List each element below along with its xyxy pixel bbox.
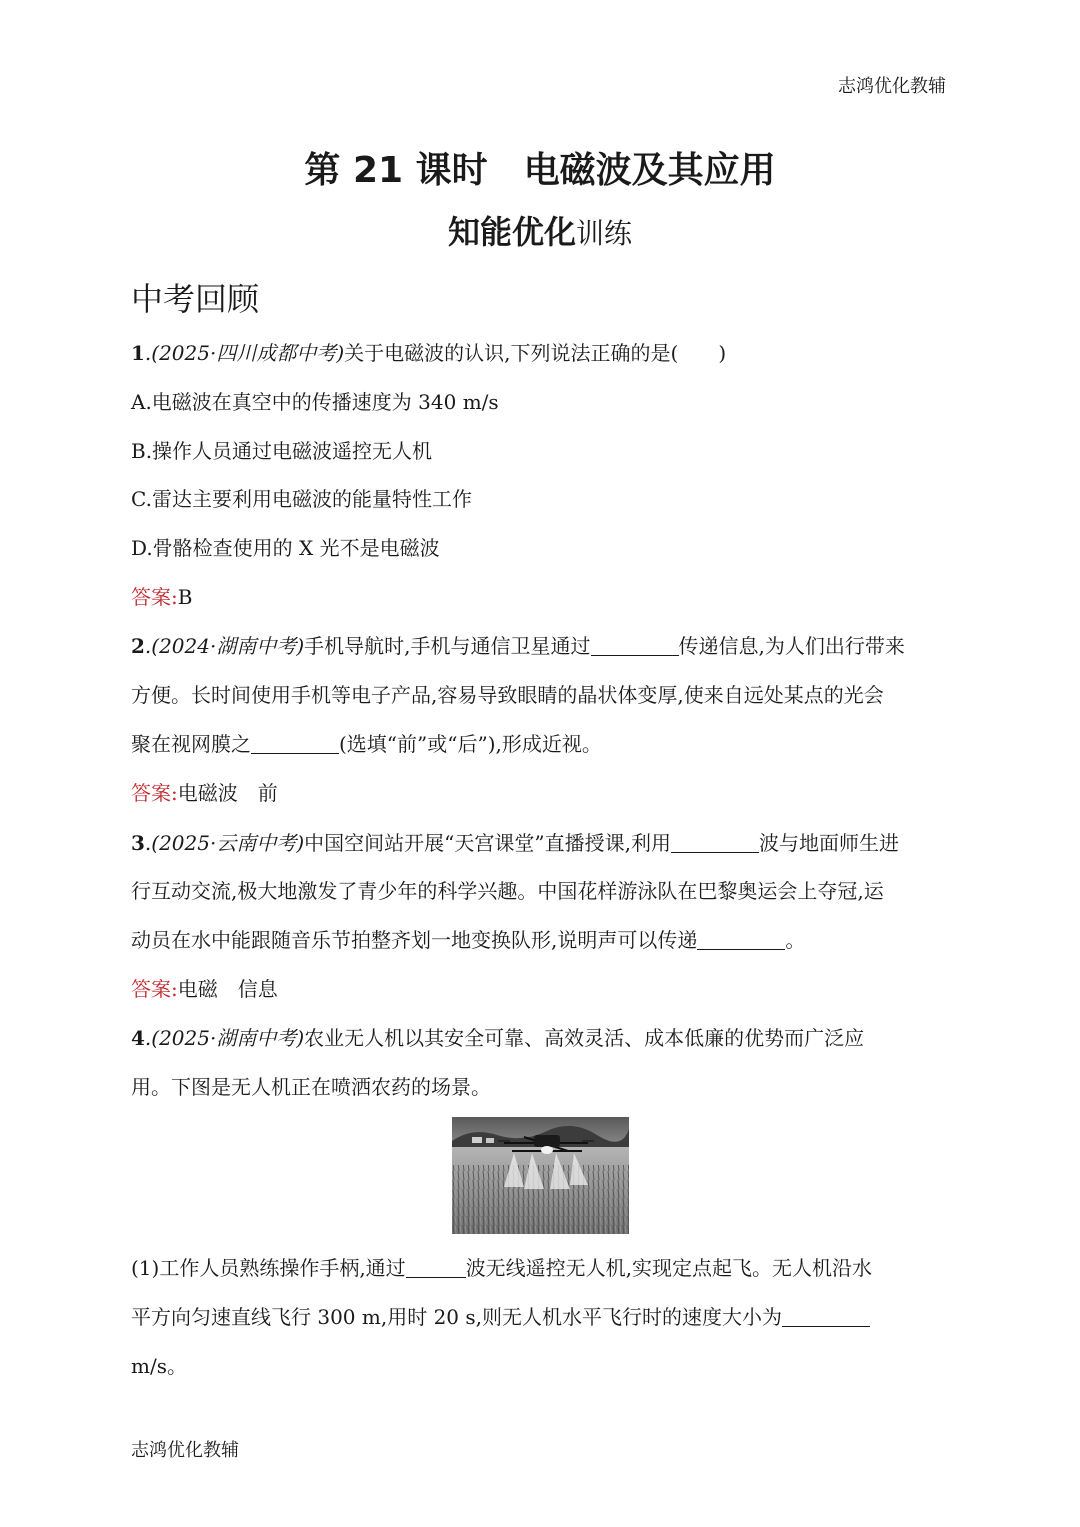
q3-number: 3 [131, 831, 145, 855]
header-brand: 志鸿优化教辅 [838, 76, 946, 97]
q3-blank-1[interactable] [671, 832, 759, 853]
q1-stem-text: 关于电磁波的认识,下列说法正确的是( [344, 341, 679, 365]
page-title [0, 142, 1080, 193]
q2-number: 2 [131, 634, 145, 658]
q2-answer-label: 答案: [131, 781, 178, 805]
q3-line-1 [131, 829, 899, 857]
q2-blank-1[interactable] [591, 635, 679, 656]
q4-sub1-text-1b: 波无线遥控无人机,实现定点起飞。无人机沿水 [465, 1256, 873, 1280]
q2-text-3b: (选填“前”或“后”),形成近视。 [339, 732, 602, 756]
q4-source: .(2025·湖南中考) [144, 1026, 305, 1050]
subtitle-main: 知能优化 [447, 213, 576, 251]
q4-sub1-text-1a: (1)工作人员熟练操作手柄,通过 [131, 1256, 406, 1280]
q2-line-2: 方便。长时间使用手机等电子产品,容易导致眼睛的晶状体变厚,使来自远处某点的光会 [131, 683, 884, 707]
q4-text-1: 农业无人机以其安全可靠、高效灵活、成本低廉的优势而广泛应 [304, 1026, 865, 1050]
q1-stem-end: ) [718, 341, 727, 365]
q3-line-3 [131, 926, 805, 954]
q3-answer-value: 电磁 信息 [177, 977, 278, 1001]
q2-source: .(2024·湖南中考) [144, 634, 305, 658]
q1-answer-label: 答案: [131, 585, 178, 609]
q1-option-c: C.雷达主要利用电磁波的能量特性工作 [131, 487, 472, 511]
q2-text-1b: 传递信息,为人们出行带来 [678, 634, 905, 658]
subtitle-small: 训练 [576, 217, 633, 250]
q4-line-2: 用。下图是无人机正在喷洒农药的场景。 [131, 1075, 491, 1099]
q3-text-1b: 波与地面师生进 [758, 831, 899, 855]
q2-text-1a: 手机导航时,手机与通信卫星通过 [304, 634, 591, 658]
lesson-number: 第 21 课时 [304, 150, 488, 191]
q4-sub1-line-1 [131, 1254, 872, 1282]
q2-text-3a: 聚在视网膜之 [131, 732, 251, 756]
q1-answer-value: B [177, 585, 193, 609]
q4-number: 4 [131, 1026, 145, 1050]
q1-option-b: B.操作人员通过电磁波遥控无人机 [131, 439, 433, 463]
drone-spraying-photo [452, 1117, 629, 1234]
page-subtitle [0, 207, 1080, 253]
lesson-topic: 电磁波及其应用 [523, 150, 776, 191]
q1-answer [131, 583, 192, 611]
q2-line-1 [131, 632, 905, 660]
q3-text-3a: 动员在水中能跟随音乐节拍整齐划一地变换队形,说明声可以传递 [131, 928, 698, 952]
q3-text-1a: 中国空间站开展“天宫课堂”直播授课,利用 [304, 831, 671, 855]
q2-line-3 [131, 730, 602, 758]
q3-source: .(2025·云南中考) [144, 831, 305, 855]
q4-sub1-line-3: m/s。 [131, 1354, 187, 1378]
q3-line-2: 行互动交流,极大地激发了青少年的科学兴趣。中国花样游泳队在巴黎奥运会上夺冠,运 [131, 879, 884, 903]
q2-answer-value: 电磁波 前 [177, 781, 278, 805]
q1-number: 1 [131, 341, 145, 365]
q4-sub1-line-2 [131, 1303, 870, 1331]
q4-blank-2[interactable] [782, 1306, 870, 1327]
q3-answer [131, 975, 278, 1003]
q3-text-3b: 。 [785, 928, 806, 952]
q3-answer-label: 答案: [131, 977, 178, 1001]
q4-sub1-text-2a: 平方向匀速直线飞行 300 m,用时 20 s,则无人机水平飞行时的速度大小为 [131, 1305, 782, 1329]
q1-stem [131, 339, 726, 367]
q4-blank-1[interactable] [406, 1257, 466, 1278]
section-title: 中考回顾 [131, 280, 260, 318]
q1-option-a: A.电磁波在真空中的传播速度为 340 m/s [131, 390, 499, 414]
q2-blank-2[interactable] [251, 733, 339, 754]
q1-source: .(2025·四川成都中考) [144, 341, 345, 365]
footer-brand: 志鸿优化教辅 [131, 1440, 239, 1461]
q3-blank-2[interactable] [697, 929, 785, 950]
q2-answer [131, 779, 278, 807]
q4-line-1 [131, 1024, 864, 1052]
q1-option-d: D.骨骼检查使用的 X 光不是电磁波 [131, 536, 440, 560]
